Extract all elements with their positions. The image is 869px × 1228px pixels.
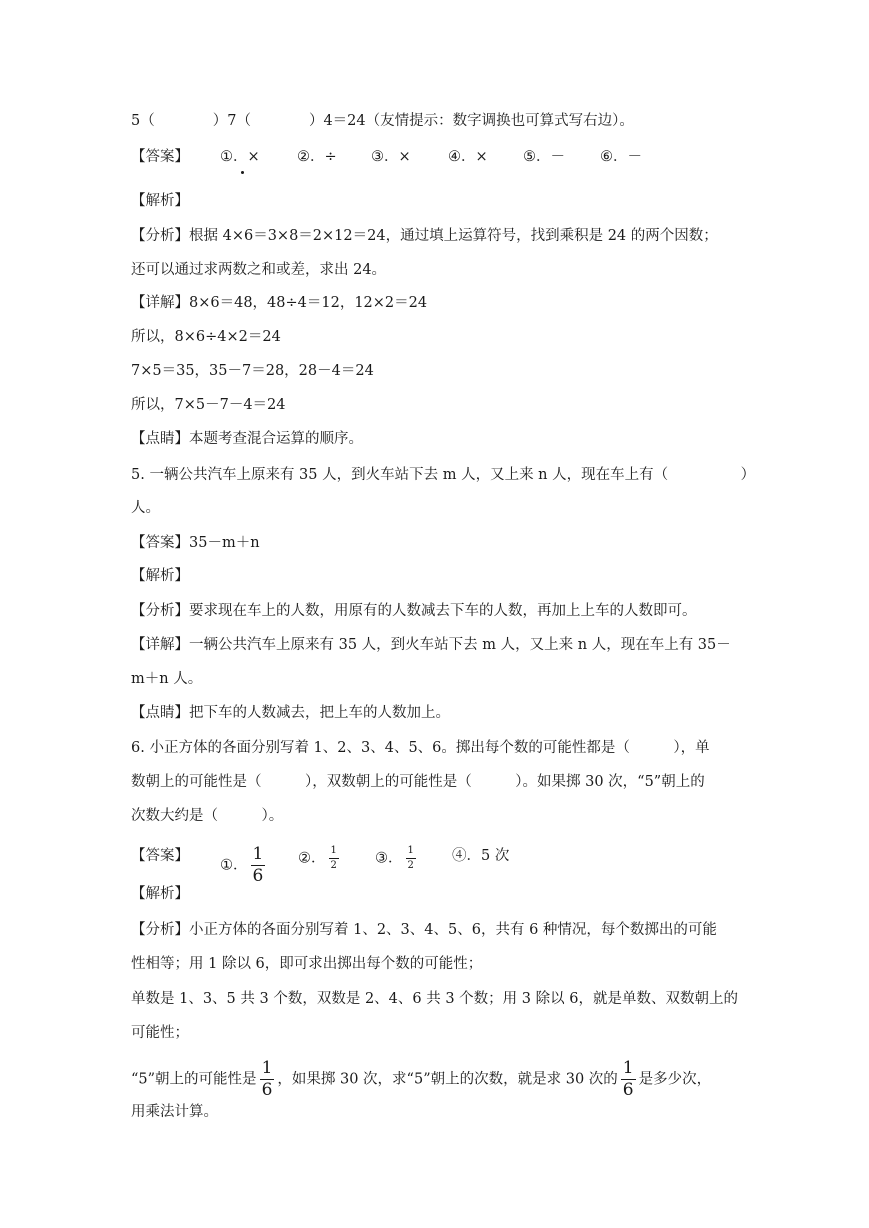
q6-line-5-part-b: ，如果掷 30 次，求“5”朝上的次数，就是求 30 次的 <box>277 1071 618 1088</box>
q5-answer-line <box>131 533 260 553</box>
fraction <box>251 846 266 885</box>
q6-answer-3 <box>375 846 419 871</box>
q4-dianjing-line <box>131 429 363 449</box>
q6-answer-4: ④．5 次 <box>452 848 510 864</box>
q6-answer-1 <box>220 846 268 885</box>
answer-tag: 【答案】 <box>131 848 189 864</box>
answer-tag: 【答案】 <box>131 535 189 551</box>
q4-fenxi-line-2: 还可以通过求两数之和或差，求出 24。 <box>131 262 387 278</box>
fraction-denominator: 2 <box>330 860 337 871</box>
q6-line-5-part-a: “5”朝上的可能性是 <box>131 1071 257 1088</box>
emphasis-dot <box>241 171 244 174</box>
q5-xiangjie-line-1 <box>131 635 731 655</box>
q4-fill-line: 5（ ）7（ ）4＝24（友情提示：数字调换也可算式写右边）。 <box>131 113 634 129</box>
q4-jiexi-tag: 【解析】 <box>131 193 189 209</box>
answer-tag: 【答案】 <box>131 149 189 165</box>
q6-fenxi-text-1: 小正方体的各面分别写着 1、2、3、4、5、6，共有 6 种情况，每个数掷出的可能 <box>189 922 717 938</box>
q4-xiangjie-line-2: 所以，8×6÷4×2＝24 <box>131 329 281 345</box>
fraction <box>621 1060 636 1099</box>
q4-answer-5: ⑤．－ <box>523 149 565 165</box>
q5-fenxi-text: 要求现在车上的人数，用原有的人数减去下车的人数，再加上上车的人数即可。 <box>189 603 697 619</box>
q5-question-line-1: 5. 一辆公共汽车上原来有 35 人，到火车站下去 m 人，又上来 n 人，现在车上有（ ） <box>131 467 756 483</box>
q4-xiangjie-line-4: 所以，7×5－7－4＝24 <box>131 397 286 413</box>
fraction-denominator: 6 <box>261 1080 273 1100</box>
fenxi-tag: 【分析】 <box>131 922 189 938</box>
q5-answer-text: 35－m＋n <box>189 535 260 551</box>
fraction-denominator: 2 <box>407 860 414 871</box>
q6-line-5-part-c: 是多少次， <box>638 1071 712 1088</box>
fraction <box>260 1060 275 1099</box>
q6-answer-2 <box>298 846 342 871</box>
q6-jiexi-tag: 【解析】 <box>131 886 189 902</box>
dianjing-tag: 【点睛】 <box>131 705 189 721</box>
fenxi-tag: 【分析】 <box>131 603 189 619</box>
q6-question-line-3: 次数大约是（ ）。 <box>131 808 284 824</box>
q6-answer-1-label: ①． <box>220 857 248 874</box>
q4-answer-6: ⑥．－ <box>600 149 642 165</box>
q4-answer-3: ③．× <box>371 149 411 165</box>
q6-fenxi-line-2: 性相等；用 1 除以 6，即可求出掷出每个数的可能性； <box>131 956 483 972</box>
fraction <box>406 846 416 871</box>
fraction <box>329 846 339 871</box>
q5-dianjing-line <box>131 703 450 723</box>
xiangjie-tag: 【详解】 <box>131 637 189 653</box>
q5-dianjing-text: 把下车的人数减去，把上车的人数加上。 <box>189 705 450 721</box>
q4-fenxi-line-1 <box>131 226 718 246</box>
q4-xiangjie-line-1 <box>131 293 427 313</box>
fraction-numerator: 1 <box>261 1058 273 1078</box>
fraction-denominator: 6 <box>252 866 264 886</box>
q6-answer-row <box>131 846 189 866</box>
q5-jiexi-tag: 【解析】 <box>131 568 189 584</box>
fraction-numerator: 1 <box>252 844 264 864</box>
q4-answer-2: ②．÷ <box>297 149 337 165</box>
q5-fenxi-line <box>131 601 697 621</box>
q6-fenxi-line-6: 用乘法计算。 <box>131 1104 218 1120</box>
q4-answer-4: ④．× <box>448 149 488 165</box>
q4-answer-1: ①．× <box>220 149 260 165</box>
q5-xiangjie-line-2: m＋n 人。 <box>131 671 203 687</box>
q4-fenxi-text-1: 根据 4×6＝3×8＝2×12＝24，通过填上运算符号，找到乘积是 24 的两个因数； <box>189 228 718 244</box>
xiangjie-tag: 【详解】 <box>131 295 189 311</box>
dianjing-tag: 【点睛】 <box>131 431 189 447</box>
fraction-numerator: 1 <box>329 846 339 859</box>
q6-question-line-2: 数朝上的可能性是（ ），双数朝上的可能性是（ ）。如果掷 30 次，“5”朝上的 <box>131 774 705 790</box>
fenxi-tag: 【分析】 <box>131 228 189 244</box>
q4-xiangjie-line-3: 7×5＝35，35－7＝28，28－4＝24 <box>131 363 374 379</box>
q6-answer-3-label: ③． <box>375 850 403 867</box>
q4-xiangjie-text-1: 8×6＝48，48÷4＝12，12×2＝24 <box>189 295 428 311</box>
q6-fenxi-line-3: 单数是 1、3、5 共 3 个数，双数是 2、4、6 共 3 个数；用 3 除以 6，就是单数、双数朝上的 <box>131 991 738 1007</box>
q6-fenxi-line-4: 可能性； <box>131 1025 189 1041</box>
fraction-numerator: 1 <box>406 846 416 859</box>
q5-question-line-2: 人。 <box>131 500 160 516</box>
q6-fenxi-line-1 <box>131 920 717 940</box>
q4-answer-row <box>131 147 189 167</box>
fraction-denominator: 6 <box>622 1080 634 1100</box>
q5-xiangjie-text-1: 一辆公共汽车上原来有 35 人，到火车站下去 m 人，又上来 n 人，现在车上有 35－ <box>189 637 731 653</box>
q6-answer-2-label: ②． <box>298 850 326 867</box>
fraction-numerator: 1 <box>622 1058 634 1078</box>
q6-fenxi-line-5 <box>131 1060 711 1099</box>
q4-dianjing-text: 本题考查混合运算的顺序。 <box>189 431 363 447</box>
q6-question-line-1: 6. 小正方体的各面分别写着 1、2、3、4、5、6。掷出每个数的可能性都是（ ），单 <box>131 740 710 756</box>
